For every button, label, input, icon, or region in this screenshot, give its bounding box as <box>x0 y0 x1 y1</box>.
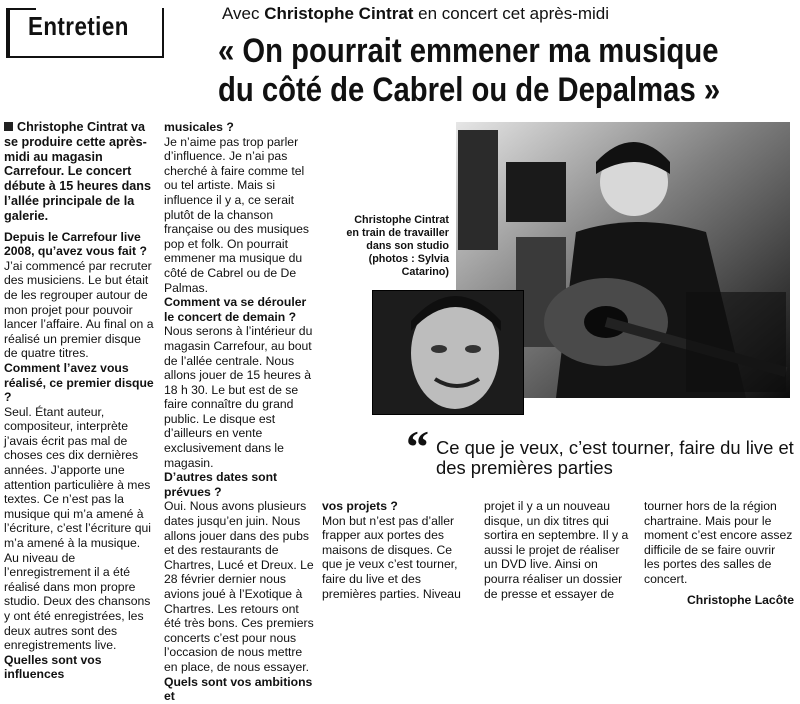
headline-line-1: « On pourrait emmener ma musique <box>218 32 719 70</box>
subhead <box>222 4 609 24</box>
article-column-3 <box>322 499 472 601</box>
article-column-5 <box>644 499 794 607</box>
author-signature: Christophe Lacôte <box>687 592 794 607</box>
headline <box>218 32 721 110</box>
subhead-prefix: Avec <box>222 4 265 23</box>
lead-paragraph <box>4 120 156 224</box>
answer: Oui. Nous avons plusieurs dates jusqu’en juin. Nous allons jouer dans des pubs et des restaurants de Chartres, Lucé et Dreux. Le 28 février dernier nous avions joué à l’Exotique à Chartres. Les retours ont été très bons. Ces premiers concerts c’est pour nous l’occasion de nous mettre en place, de nous essayer. <box>164 499 314 674</box>
question: Quels sont vos ambitions et <box>164 674 313 704</box>
lead-text: Christophe Cintrat va se produire cette après-midi au magasin Carrefour. Le concert débute à 15 heures dans l’allée principale de la galerie. <box>4 120 151 223</box>
answer: projet il y a un nouveau disque, un dix titres qui sortira en septembre. Il y a aussi le projet de réaliser un DVD live. Ainsi on pourra réaliser un dossier de presse et essayer de <box>484 499 629 601</box>
answer: J’ai commencé par recruter des musiciens. Le but était de les regrouper autour de mon projet pour pouvoir lancer l’affaire. Au final on a réalisé un premier disque de quatre titres. <box>4 258 154 361</box>
subhead-suffix: en concert cet après-midi <box>413 4 610 23</box>
subhead-name: Christophe Cintrat <box>264 4 414 23</box>
answer: Nous serons à l’intérieur du magasin Carrefour, au bout de l’allée centrale. Nous allons jouer de 15 heures à 18 h 30. Le but est de se faire connaître du grand public. Le disque est d’ailleurs en vente exclusivement dans le magasin. <box>164 324 313 470</box>
question: vos projets ? <box>322 499 398 513</box>
question: Comment l’avez vous réalisé, ce premier disque ? <box>4 360 154 405</box>
answer: tourner hors de la région chartraine. Mais pour le moment c’est encore assez difficile de se faire ouvrir les portes des salles de concert. <box>644 499 793 586</box>
question: Comment va se dérouler le concert de demain ? <box>164 295 307 324</box>
question: musicales ? <box>164 120 234 134</box>
question: D’autres dates sont prévues ? <box>164 470 278 499</box>
article-column-4 <box>484 499 634 601</box>
square-bullet-icon <box>4 122 13 131</box>
article-column-2 <box>164 120 314 704</box>
answer: Je n’aime pas trop parler d’influence. Je n’ai pas cherché à faire comme tel ou tel artiste. Mais si influence il y a, ce serait plutôt de la chanson française ou des musiques pop et folk. On pourrait emmener ma musique du côté de Cabrel ou de De Palmas. <box>164 134 309 295</box>
answer: Seul. Étant auteur, compositeur, interprète j’avais écrit pas mal de choses ces dix dernières années. J’apporte une attention particulière à mes textes. Ce n’est pas la musique qui m’a amené à l’écriture, c’est l’écriture qui m’a amené à la musique. Au niveau de l’enregistrement il a été réalisé dans mon propre studio. Deux des chansons y ont été enregistrées, les deux autres sont des enregistrements live. <box>4 404 151 653</box>
question: Depuis le Carrefour live 2008, qu’avez vous fait ? <box>4 229 147 259</box>
answer: Mon but n’est pas d’aller frapper aux portes des maisons de disques. Ce que je veux c’est tourner, faire du live et des premières parties. Niveau <box>322 513 461 601</box>
headline-line-2: du côté de Cabrel ou de Depalmas » <box>218 71 721 109</box>
article-column-1 <box>4 120 156 682</box>
photo-caption: Christophe Cintrat en train de travailler dans son studio (photos : Sylvia Catarino) <box>346 214 449 278</box>
quote-mark-icon: “ <box>406 421 429 472</box>
question: Quelles sont vos influences <box>4 652 102 682</box>
pull-quote: Ce que je veux, c’est tourner, faire du live et des premières parties <box>436 437 794 478</box>
section-kicker: Entretien <box>28 11 129 41</box>
portrait-photo <box>372 290 524 415</box>
